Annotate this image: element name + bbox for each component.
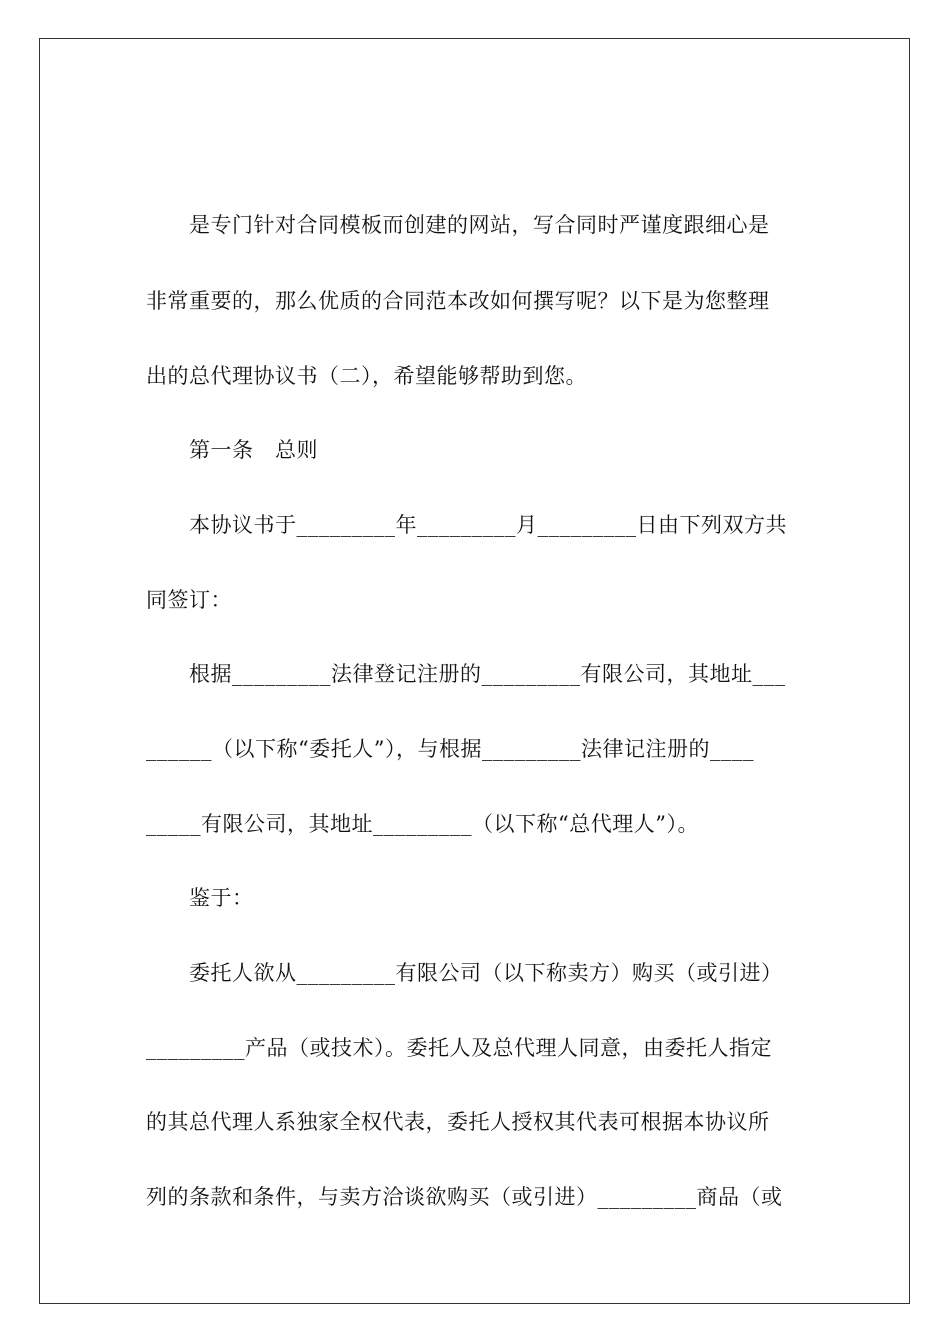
body-line-6: 同签订： <box>146 588 232 612</box>
body-line-2: 非常重要的，那么优质的合同范本改如何撰写呢？以下是为您整理 <box>146 289 770 313</box>
body-line-11: 委托人欲从_________有限公司（以下称卖方）购买（或引进） <box>146 961 783 985</box>
body-line-13: 的其总代理人系独家全权代表，委托人授权其代表可根据本协议所 <box>146 1110 770 1134</box>
body-line-3: 出的总代理协议书（二），希望能够帮助到您。 <box>146 364 587 388</box>
body-line-1: 是专门针对合同模板而创建的网站，写合同时严谨度跟细心是 <box>146 213 770 237</box>
body-line-8: ______（以下称“委托人”），与根据_________法律记注册的____ <box>146 737 754 761</box>
article-heading: 第一条 总则 <box>146 438 318 462</box>
body-line-12: _________产品（或技术）。委托人及总代理人同意，由委托人指定 <box>146 1036 772 1060</box>
whereas-heading: 鉴于： <box>146 886 254 910</box>
body-line-9: _____有限公司，其地址_________（以下称“总代理人”）。 <box>146 812 699 836</box>
body-line-5: 本协议书于_________年_________月_________日由下列双方共 <box>146 513 787 537</box>
body-line-14: 列的条款和条件，与卖方洽谈欲购买（或引进）_________商品（或 <box>146 1185 783 1209</box>
body-line-7: 根据_________法律登记注册的_________有限公司，其地址___ <box>146 662 786 686</box>
